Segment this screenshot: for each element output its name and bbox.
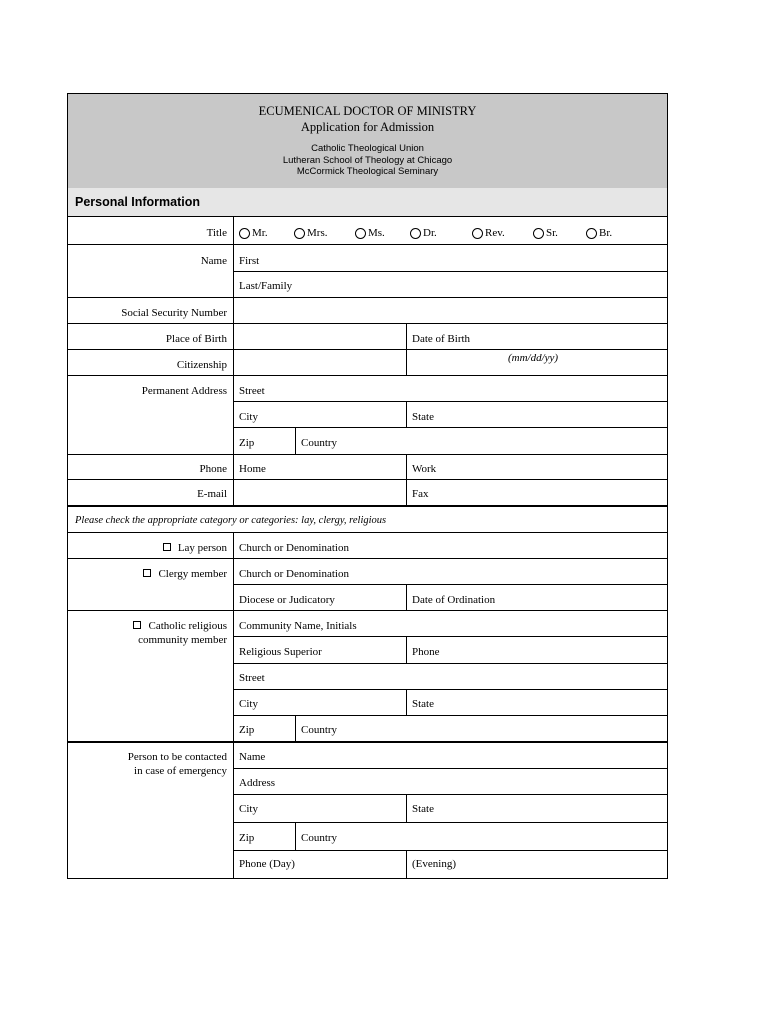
community-country-field[interactable]: Country (301, 724, 338, 736)
checkbox-icon[interactable] (163, 543, 171, 551)
permanent-address-label: Permanent Address (141, 385, 227, 397)
work-phone-field[interactable]: Work (412, 463, 437, 475)
religious-superior-field[interactable]: Religious Superior (239, 646, 322, 658)
emergency-state-field[interactable]: State (412, 803, 434, 815)
section-title: Personal Information (75, 195, 201, 209)
phone-label: Phone (199, 463, 227, 475)
school-name: Lutheran School of Theology at Chicago (282, 154, 453, 166)
section-header (68, 188, 667, 217)
emergency-zip-field[interactable]: Zip (239, 832, 255, 844)
ordination-date-field[interactable]: Date of Ordination (412, 594, 496, 606)
community-phone-field[interactable]: Phone (412, 646, 440, 658)
fax-field[interactable]: Fax (412, 488, 429, 500)
radio-icon[interactable] (533, 228, 544, 239)
radio-icon[interactable] (239, 228, 250, 239)
emergency-label: Person to be contacted (127, 751, 227, 763)
title-option-dr[interactable]: Dr. (410, 227, 437, 239)
form-subtitle: Application for Admission (300, 120, 435, 134)
radio-icon[interactable] (355, 228, 366, 239)
emergency-country-field[interactable]: Country (301, 832, 338, 844)
ssn-label: Social Security Number (121, 307, 227, 319)
date-format-hint: (mm/dd/yy) (508, 352, 559, 364)
form-header (68, 94, 667, 189)
city-field[interactable]: City (239, 411, 258, 423)
title-option-ms[interactable]: Ms. (355, 227, 385, 239)
emergency-label-line2: in case of emergency (134, 765, 227, 777)
country-field[interactable]: Country (301, 437, 338, 449)
emergency-address-field[interactable]: Address (239, 777, 276, 789)
name-label: Name (200, 255, 227, 267)
community-zip-field[interactable]: Zip (239, 724, 255, 736)
emergency-name-field[interactable]: Name (239, 751, 266, 763)
school-name: Catholic Theological Union (311, 143, 424, 154)
title-label: Title (206, 227, 227, 239)
title-option-sr[interactable]: Sr. (533, 227, 558, 239)
street-field[interactable]: Street (239, 385, 265, 397)
title-option-mr[interactable]: Mr. (239, 227, 268, 239)
catholic-religious-label-line2: community member (138, 634, 227, 646)
emergency-city-field[interactable]: City (239, 803, 258, 815)
clergy-church-field[interactable]: Church or Denomination (239, 568, 349, 580)
emergency-day-phone-field[interactable]: Phone (Day) (239, 858, 295, 870)
citizenship-label: Citizenship (176, 359, 227, 371)
place-of-birth-field[interactable] (239, 330, 399, 346)
radio-icon[interactable] (472, 228, 483, 239)
category-instructions: Please check the appropriate category or categories: lay, clergy, religious (75, 515, 387, 526)
community-street-field[interactable]: Street (239, 672, 265, 684)
email-label: E-mail (197, 488, 227, 500)
community-state-field[interactable]: State (412, 698, 434, 710)
emergency-evening-phone-field[interactable]: (Evening) (412, 858, 456, 870)
clergy-member-option[interactable]: Clergy member (68, 568, 227, 581)
ssn-field[interactable] (239, 304, 659, 320)
date-of-birth-field[interactable]: Date of Birth (412, 333, 471, 345)
diocese-field[interactable]: Diocese or Judicatory (239, 594, 335, 606)
home-phone-field[interactable]: Home (239, 463, 266, 475)
citizenship-field[interactable] (239, 356, 399, 372)
community-city-field[interactable]: City (239, 698, 258, 710)
last-name-field[interactable]: Last/Family (239, 280, 293, 292)
place-of-birth-label: Place of Birth (165, 333, 227, 345)
state-field[interactable]: State (412, 411, 434, 423)
lay-person-option[interactable]: Lay person (68, 542, 227, 555)
community-name-field[interactable]: Community Name, Initials (239, 620, 357, 632)
lay-church-field[interactable]: Church or Denomination (239, 542, 349, 554)
catholic-religious-option[interactable]: Catholic religious (68, 620, 227, 633)
school-name: McCormick Theological Seminary (296, 166, 439, 177)
first-name-field[interactable]: First (239, 255, 260, 267)
radio-icon[interactable] (294, 228, 305, 239)
zip-field[interactable]: Zip (239, 437, 255, 449)
radio-icon[interactable] (410, 228, 421, 239)
checkbox-icon[interactable] (133, 621, 141, 629)
email-field[interactable] (239, 485, 399, 501)
title-option-rev[interactable]: Rev. (472, 227, 505, 239)
title-option-br[interactable]: Br. (586, 227, 612, 239)
radio-icon[interactable] (586, 228, 597, 239)
form-title: ECUMENICAL DOCTOR OF MINISTRY (258, 104, 477, 118)
application-form (67, 93, 668, 879)
title-option-mrs[interactable]: Mrs. (294, 227, 327, 239)
checkbox-icon[interactable] (143, 569, 151, 577)
